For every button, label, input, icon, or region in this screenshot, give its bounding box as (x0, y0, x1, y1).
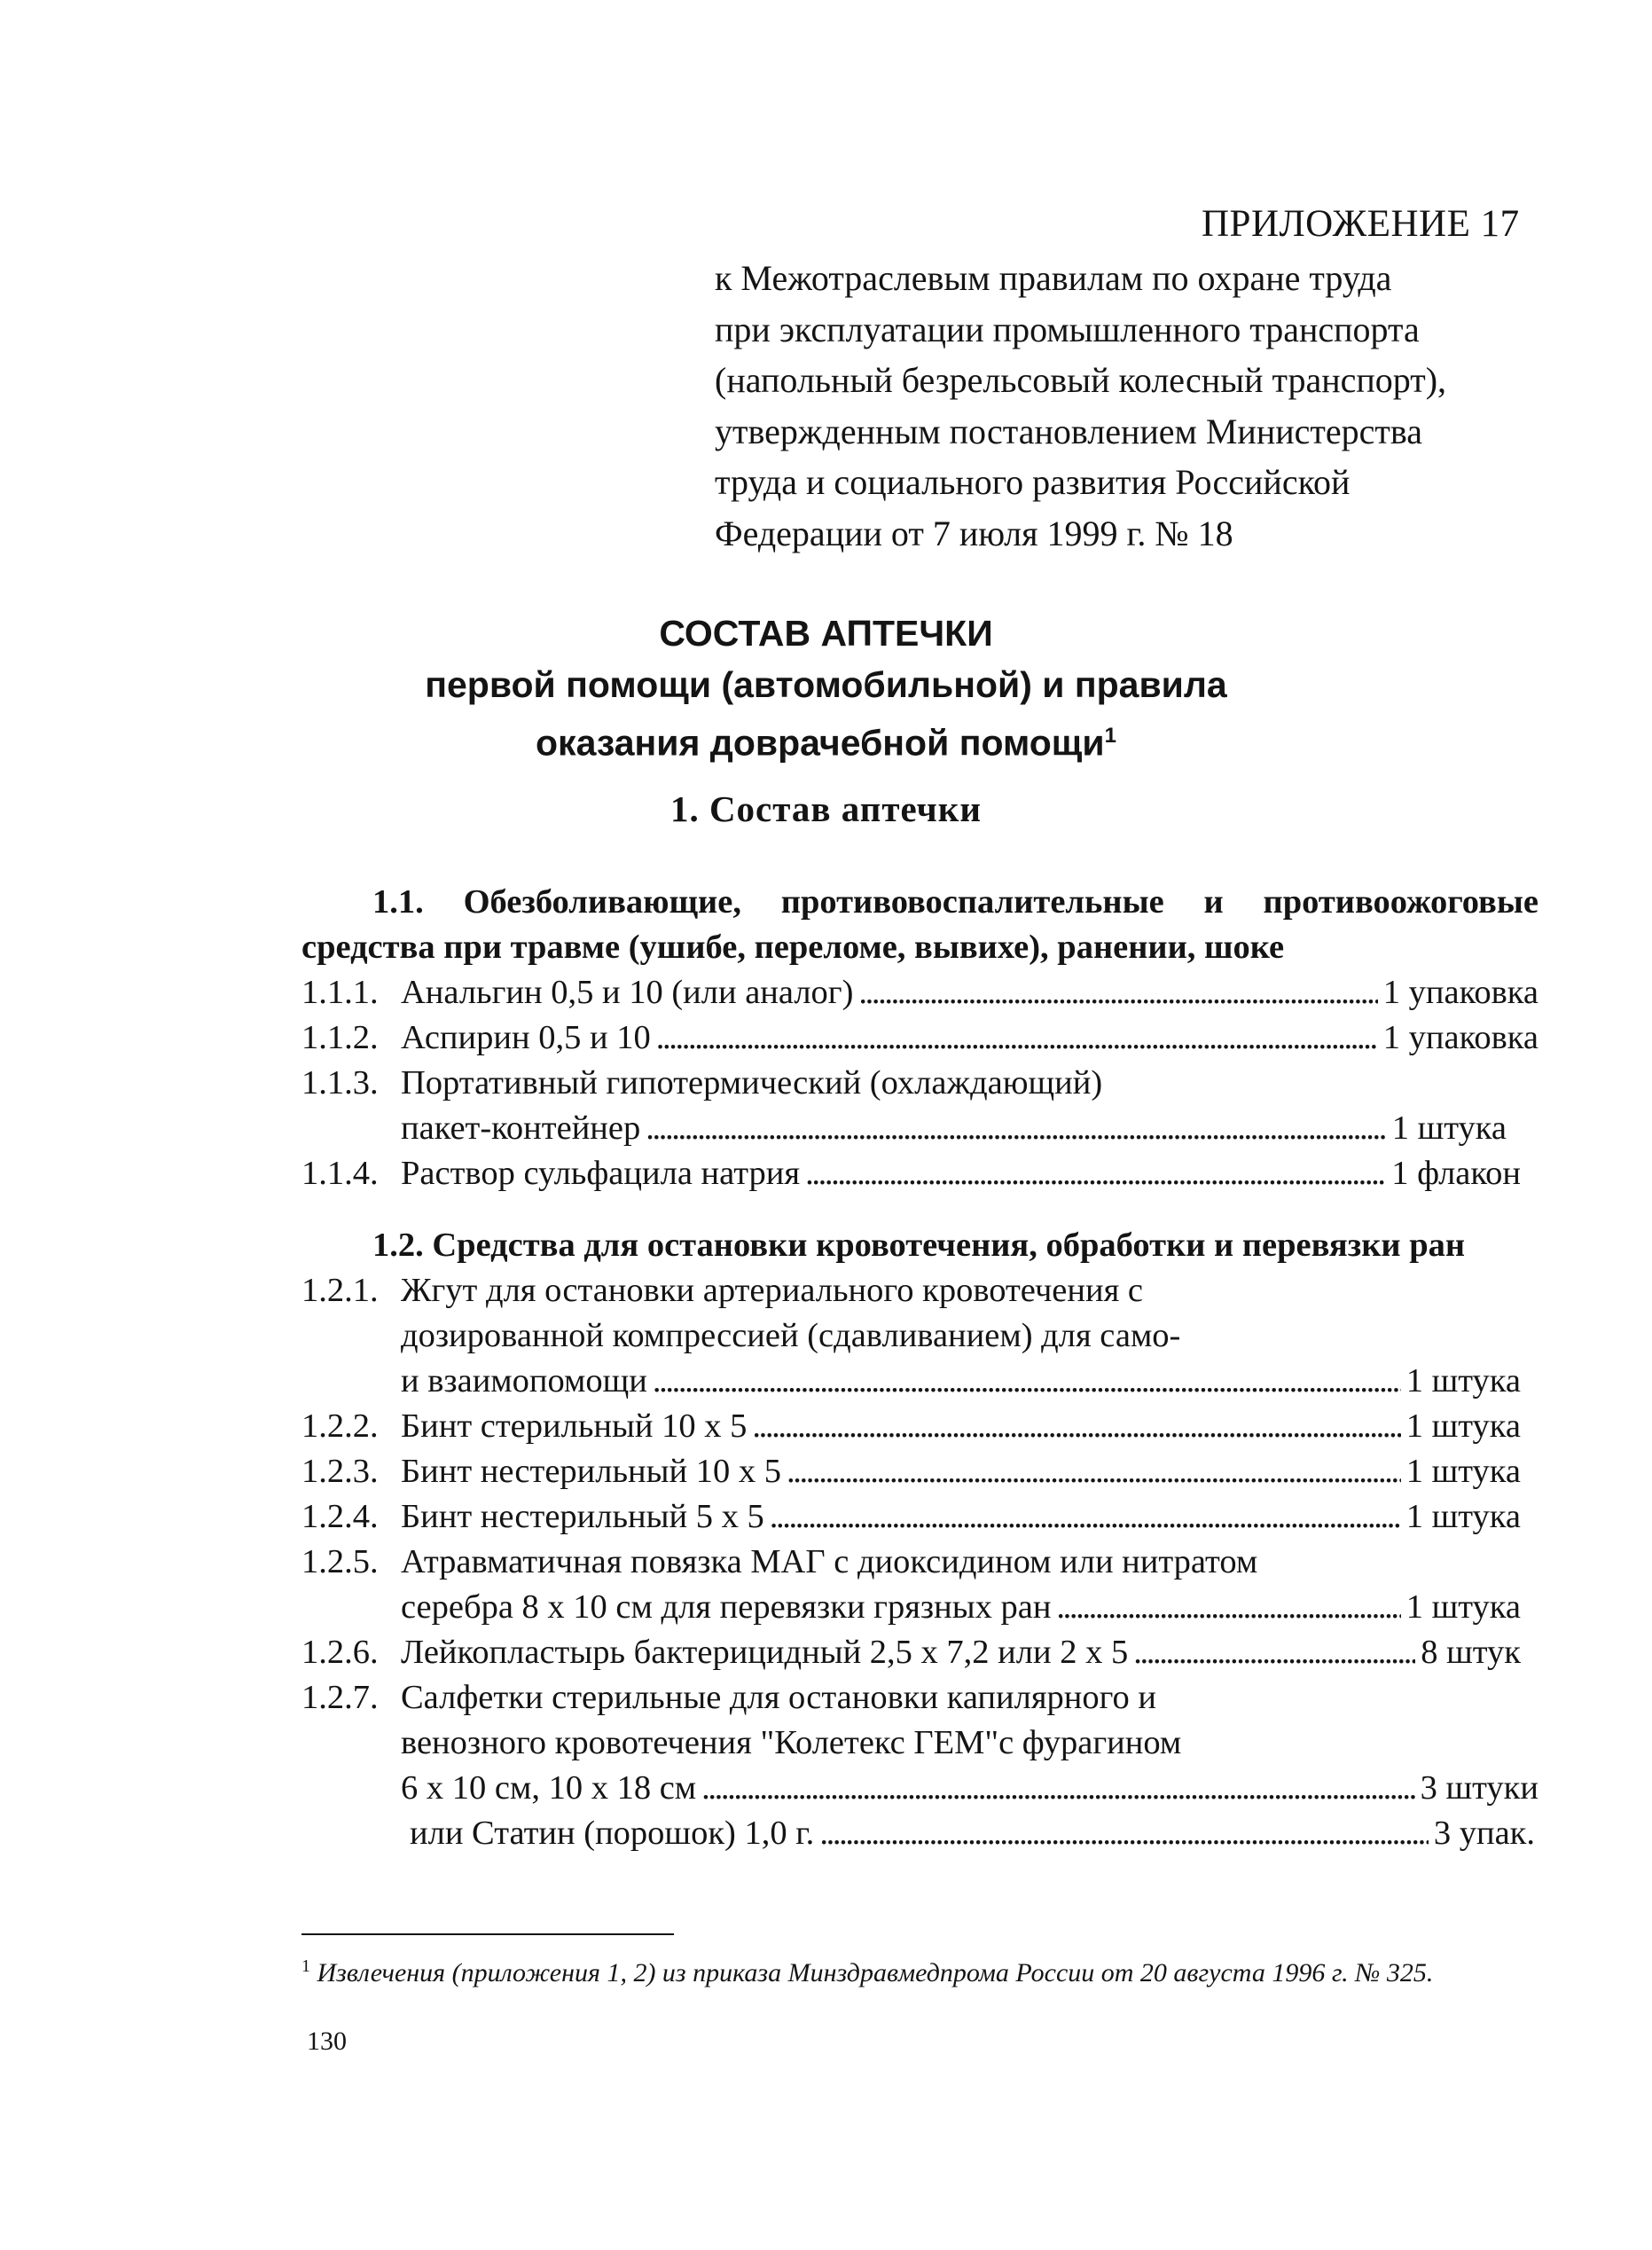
page-number: 130 (307, 2027, 347, 2056)
list-item-continuation (301, 1313, 1538, 1359)
item-text: Салфетки стерильные для остановки капилярного и (401, 1679, 1156, 1716)
title-line: первой помощи (автомобильной) и правила (425, 664, 1227, 705)
list-item-continuation (301, 1359, 1538, 1404)
item-text: пакет-контейнер (401, 1109, 641, 1147)
list-item (301, 1630, 1538, 1675)
item-number: 1.2.1. (301, 1272, 379, 1309)
item-number: 1.2.3. (301, 1453, 379, 1490)
list-item (301, 1494, 1538, 1540)
list-item (301, 970, 1538, 1015)
item-text: серебра 8 х 10 см для перевязки грязных ран (401, 1588, 1052, 1626)
footnote-reference: 1 (1104, 724, 1116, 748)
appendix-line: к Межотраслевым правилам по охране труда (715, 258, 1392, 298)
list-item (301, 1151, 1538, 1196)
item-number: 1.2.7. (301, 1679, 379, 1716)
dot-leader (752, 1404, 1400, 1449)
item-number: 1.1.2. (301, 1019, 379, 1056)
item-text: Лейкопластырь бактерицидный 2,5 х 7,2 или 2 х 5 (401, 1634, 1129, 1671)
item-text: Жгут для остановки артериального кровотечения с (401, 1272, 1144, 1309)
item-text: Раствор сульфацила натрия (401, 1155, 801, 1192)
item-text: Портативный гипотермический (охлаждающий) (401, 1064, 1103, 1101)
section-heading: 1. Состав аптечки (669, 788, 983, 829)
list-item (301, 1061, 1538, 1106)
dot-leader (1056, 1585, 1400, 1630)
item-text: венозного кровотечения "Колетекс ГЕМ"с фурагином (401, 1724, 1182, 1761)
item-text: и взаимопомощи (401, 1362, 647, 1399)
appendix-reference (715, 253, 1446, 559)
list-item-continuation (301, 1585, 1538, 1630)
item-text: Бинт нестерильный 10 х 5 (401, 1453, 781, 1490)
item-number: 1.2.2. (301, 1407, 379, 1445)
item-text: Бинт нестерильный 5 х 5 (401, 1498, 764, 1535)
item-text: или Статин (порошок) 1,0 г. (410, 1815, 815, 1852)
document-title (0, 608, 1652, 769)
footnote (301, 1948, 1538, 1992)
subsection-heading: 1.1. Обезболивающие, противовоспалительные и противоожоговые средства при травме (ушибе, переломе, вывихе), ранении, шоке (301, 883, 1538, 966)
item-number: 1.2.4. (301, 1498, 379, 1535)
list-item (301, 1449, 1538, 1494)
dot-leader (819, 1811, 1429, 1856)
appendix-line: (напольный безрельсовый колесный транспорт), (715, 360, 1447, 400)
list-item (301, 1268, 1538, 1313)
footnote-marker: 1 (301, 1956, 310, 1976)
item-number: 1.1.1. (301, 974, 379, 1011)
title-line-text: оказания доврачебной помощи (536, 722, 1105, 764)
item-quantity: 1 штука (1391, 1109, 1507, 1147)
item-text: дозированной компрессией (сдавливанием) для само- (401, 1317, 1181, 1354)
item-quantity: 1 упаковка (1382, 1019, 1538, 1056)
footnote-text: Извлечения (приложения 1, 2) из приказа Минздравмедпрома России от 20 августа 1996 г. № 325. (317, 1958, 1434, 1987)
title-line: СОСТАВ АПТЕЧКИ (659, 613, 993, 654)
item-text: 6 х 10 см, 10 х 18 см (401, 1769, 697, 1807)
appendix-line: труда и социального развития Российской (715, 462, 1351, 502)
list-item (301, 1540, 1538, 1585)
item-number: 1.1.3. (301, 1064, 379, 1101)
item-text: Атравматичная повязка МАГ с диоксидином или нитратом (401, 1543, 1258, 1580)
item-quantity: 1 штука (1405, 1362, 1521, 1399)
item-quantity: 8 штук (1421, 1634, 1521, 1671)
list-item (301, 1015, 1538, 1061)
item-quantity: 1 упаковка (1382, 974, 1538, 1011)
item-quantity: 1 штука (1405, 1588, 1521, 1626)
item-quantity: 3 штуки (1420, 1769, 1538, 1807)
item-number: 1.2.5. (301, 1543, 379, 1580)
dot-leader (770, 1494, 1401, 1540)
list-item-continuation (301, 1766, 1538, 1811)
dot-leader (805, 1151, 1386, 1196)
dot-leader (1133, 1630, 1415, 1675)
list-item-continuation (301, 1721, 1538, 1766)
footnote-divider (301, 1933, 674, 1935)
item-text: Анальгин 0,5 и 10 (или аналог) (401, 974, 854, 1011)
list-item-continuation (301, 1811, 1538, 1856)
appendix-line: Федерации от 7 июля 1999 г. № 18 (715, 513, 1233, 553)
item-quantity: 3 упак. (1433, 1815, 1535, 1852)
dot-leader (701, 1766, 1414, 1811)
appendix-line: утвержденным постановлением Министерства (715, 411, 1422, 451)
dot-leader (656, 1015, 1378, 1061)
dot-leader (646, 1106, 1386, 1151)
title-line (0, 710, 1652, 769)
section-content (301, 880, 1538, 1856)
item-text: Бинт стерильный 10 х 5 (401, 1407, 748, 1445)
appendix-line: при эксплуатации промышленного транспорта (715, 309, 1420, 349)
item-number: 1.2.6. (301, 1634, 379, 1671)
item-quantity: 1 штука (1405, 1453, 1521, 1490)
item-quantity: 1 штука (1405, 1498, 1521, 1535)
list-item (301, 1675, 1538, 1721)
item-number: 1.1.4. (301, 1155, 379, 1192)
dot-leader (858, 970, 1377, 1015)
dot-leader (653, 1359, 1401, 1404)
dot-leader (787, 1449, 1401, 1494)
item-quantity: 1 флакон (1391, 1155, 1521, 1192)
appendix-title: ПРИЛОЖЕНИЕ 17 (1202, 203, 1520, 245)
list-item (301, 1404, 1538, 1449)
item-quantity: 1 штука (1405, 1407, 1521, 1445)
item-text: Аспирин 0,5 и 10 (401, 1019, 651, 1056)
subsection-heading: 1.2. Средства для остановки кровотечения, обработки и перевязки ран (372, 1227, 1466, 1264)
list-item-continuation (301, 1106, 1538, 1151)
